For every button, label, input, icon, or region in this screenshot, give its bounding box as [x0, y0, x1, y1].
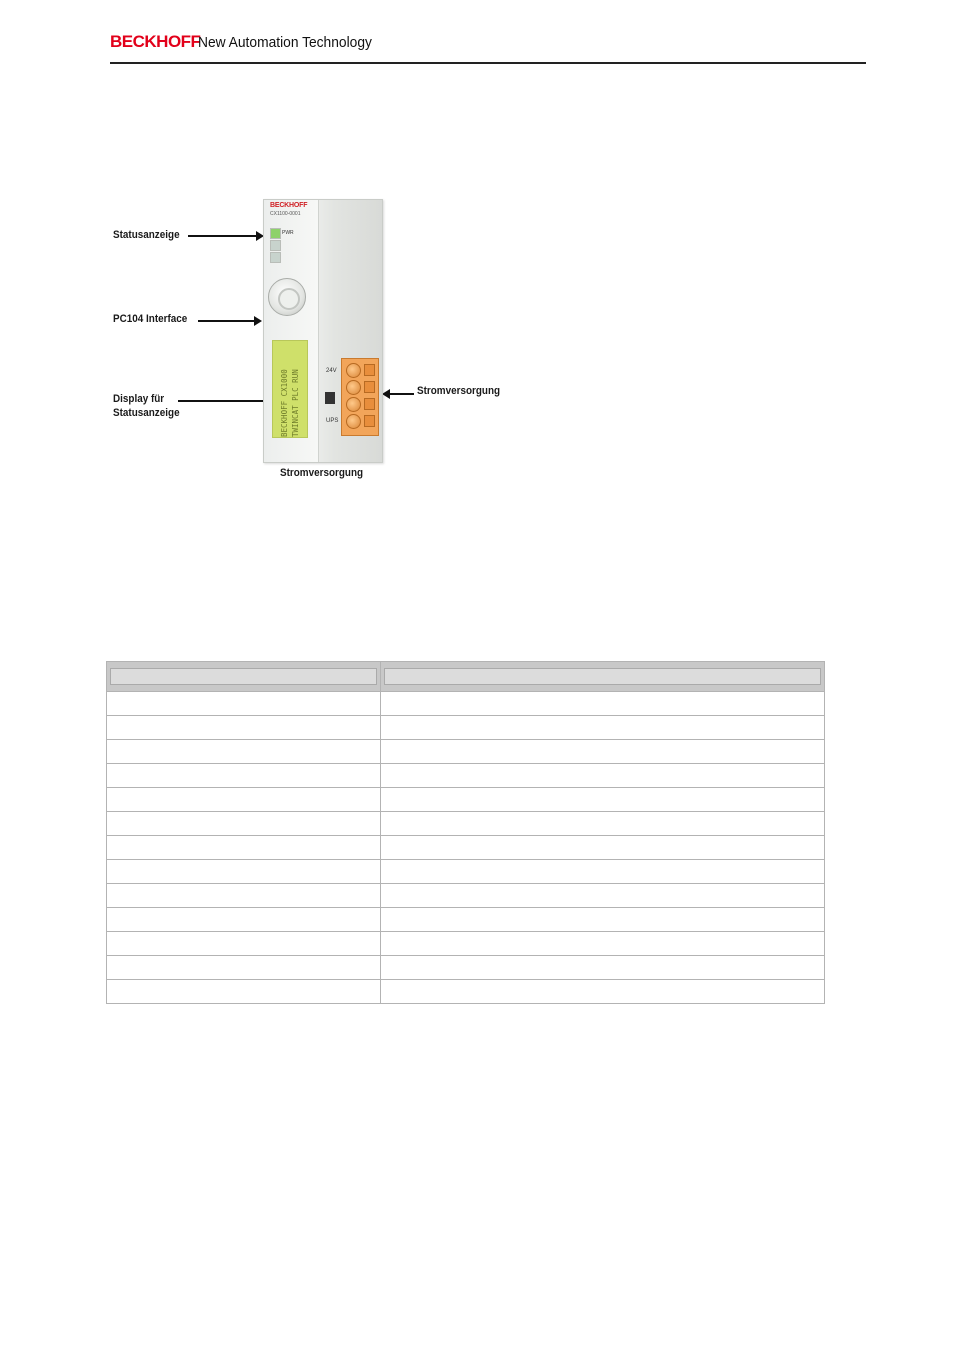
table-cell	[107, 740, 381, 764]
table-cell	[381, 812, 825, 836]
table-row	[107, 980, 825, 1004]
table-row	[107, 860, 825, 884]
table-cell	[381, 788, 825, 812]
table-cell	[107, 812, 381, 836]
led-2	[270, 240, 281, 251]
page-header	[110, 30, 866, 64]
table-cell	[107, 764, 381, 788]
table-row	[107, 956, 825, 980]
arrow-display	[178, 400, 266, 402]
table-header-cell	[381, 662, 825, 692]
table-cell	[107, 788, 381, 812]
table-cell	[381, 932, 825, 956]
led-3	[270, 252, 281, 263]
led-pwr-label: PWR	[282, 230, 294, 236]
lcd-line-2: TWINCAT PLC RUN	[291, 369, 300, 437]
device-figure	[110, 195, 530, 490]
table-cell	[381, 884, 825, 908]
empty-table	[106, 661, 825, 1004]
header-rule	[110, 62, 866, 64]
table-row	[107, 932, 825, 956]
table-row	[107, 836, 825, 860]
label-pc104-interface: PC104 Interface	[113, 313, 188, 325]
label-display-line1: Display für	[113, 393, 165, 405]
table-header-row	[107, 662, 825, 692]
table-cell	[107, 908, 381, 932]
label-display-line2: Statusanzeige	[113, 407, 180, 419]
table-cell	[381, 716, 825, 740]
arrow-power-supply	[388, 393, 414, 395]
label-power-supply-right: Stromversorgung	[417, 385, 501, 397]
ground-icon	[325, 392, 335, 404]
table-row	[107, 908, 825, 932]
navigation-knob-icon	[268, 278, 306, 316]
brand-tagline: New Automation Technology	[198, 34, 372, 51]
table-row	[107, 740, 825, 764]
table-cell	[107, 860, 381, 884]
table-cell	[381, 764, 825, 788]
label-status-display: Statusanzeige	[113, 229, 180, 241]
table-cell	[107, 980, 381, 1004]
module-front-panel	[264, 200, 319, 462]
table-row	[107, 764, 825, 788]
table-cell	[381, 740, 825, 764]
table-cell	[381, 836, 825, 860]
lcd-line-1: BECKHOFF CX1000	[280, 369, 289, 437]
table-cell	[107, 692, 381, 716]
table-cell	[381, 956, 825, 980]
table-cell	[381, 692, 825, 716]
table-row	[107, 788, 825, 812]
lcd-display	[272, 340, 308, 438]
table-cell	[107, 836, 381, 860]
power-terminal-connector	[341, 358, 379, 436]
table-cell	[107, 932, 381, 956]
table-cell	[381, 980, 825, 1004]
brand-logo: BECKHOFF	[110, 32, 201, 51]
table-cell	[107, 716, 381, 740]
table-row	[107, 884, 825, 908]
table-row	[107, 812, 825, 836]
led-pwr	[270, 228, 281, 239]
table-cell	[107, 956, 381, 980]
table-cell	[107, 884, 381, 908]
arrow-status-display	[188, 235, 258, 237]
table-cell	[381, 860, 825, 884]
mark-ups: UPS	[326, 418, 339, 424]
arrow-pc104-interface	[198, 320, 256, 322]
table-cell	[381, 908, 825, 932]
table-row	[107, 692, 825, 716]
label-power-supply-bottom: Stromversorgung	[280, 467, 364, 479]
mark-24v: 24V	[326, 368, 337, 374]
table-header-cell	[107, 662, 381, 692]
module-model: CX1100-0001	[270, 211, 301, 217]
cx1100-module	[263, 199, 383, 463]
module-logo: BECKHOFF	[270, 202, 308, 209]
table-row	[107, 716, 825, 740]
